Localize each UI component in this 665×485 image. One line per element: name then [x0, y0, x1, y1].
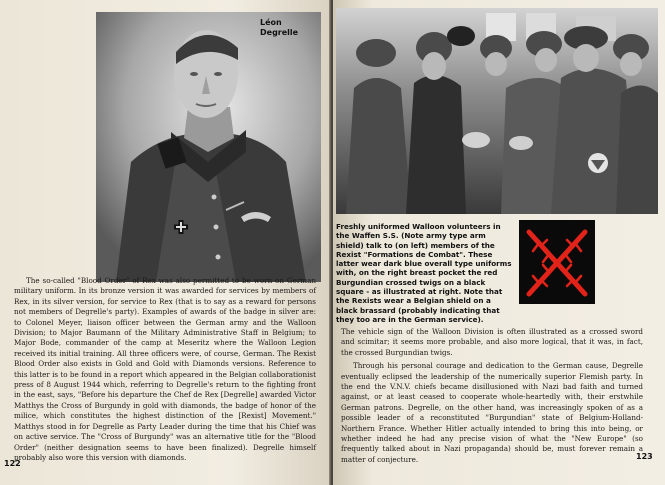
right-paragraph: The vehicle sign of the Walloon Division is often illustrated as a crossed sword and scimitar; it seems more probable, and also more logical, that it was, in fact, the crossed Burgundian twigs.	[341, 327, 643, 357]
degrelle-portrait-photo	[96, 12, 321, 282]
portrait-caption: Léon Degrelle	[260, 18, 299, 37]
walloon-volunteers-photo	[336, 8, 658, 214]
right-page	[333, 0, 665, 485]
right-body-text	[341, 327, 643, 468]
left-body-text	[14, 276, 316, 466]
page-number-right: 123	[636, 452, 653, 461]
page-number-left: 122	[4, 459, 21, 468]
burgundian-cross-emblem	[519, 220, 595, 304]
left-page	[0, 0, 331, 485]
volunteers-caption: Freshly uniformed Walloon volunteers in the Waffen S.S. (Note army type arm shield) talk to (on left) members of the Rexist "Formations de Combat". These latter wear dark blue overall type uniforms with, on the right breast pocket the red Burgundian crossed twigs on a black square - as illustrated at right. Note that the Rexists wear a Belgian shield on a black brassard (probably indicating that they too are in the German service).	[336, 222, 512, 324]
right-paragraph: Through his personal courage and dedication to the German cause, Degrelle eventually eclipsed the leadership of the numerically superior Flemish party. In the end the V.N.V. chiefs became disillusioned with Nazi bad faith and turned against, or at least ceased to cooperate whole-heartedly with, their erstwhile German patrons. Degrelle, on the other hand, was increasingly spoken of as a possible leader of a reconstituted "Burgundian" state of Belgium-Holland-Northern France. Whether Hitler actually intended to bring this into being, or whether indeed he had any precise vision of what the "New Europe" (so frequently talked about in Nazi propaganda) should be, must forever remain a matter of conjecture.	[341, 361, 643, 464]
left-paragraph: The so-called "Blood Order" of Rex was also permitted to be worn on German military uniform. In its bronze version it was awarded for services by members of Rex, in its silver version, for service to Rex (that is to say as a reward for persons not members of Degrelle's party). Examples of awards of the badge in silver are: to Colonel Meyer, liaison officer between the German army and the Walloon Division; to Major Baumann of the Military Administrative Staff in Belgium; to Major Bode, commander of the camp at Meseritz where the Walloon Legion received its initial training. All three officers were, of course, German. The Rexist Blood Order also exists in Gold and Gold with Diamonds versions. Reference to this latter is to be found in a report which appeared in the Belgian collaborationist press of 8 August 1944 which, referring to Degrelle's return to the fighting front in the east, says, "Before his departure the Chef de Rex [Degrelle] awarded Victor Matthys the Cross of Burgundy in gold with diamonds, the badge of honor of the milice, which constitutes the highest distinction of the [Rexist] Movement." Matthys stood in for Degrelle as Party Leader during the time that his Chief was on active service. The "Cross of Burgundy" was an alternative title for the "Blood Order" (neither designation seems to have been finalized). Degrelle himself probably also wore this version with diamonds.	[14, 276, 316, 462]
